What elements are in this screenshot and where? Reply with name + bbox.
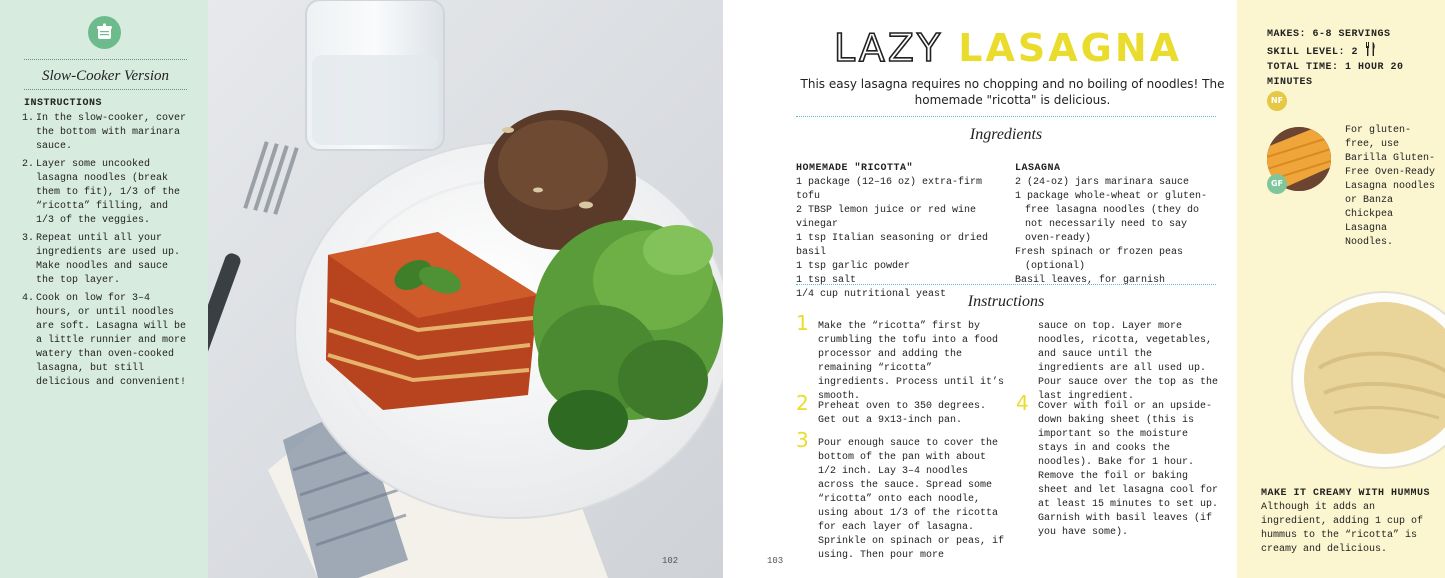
step-text: Cook on low for 3–4 hours, or until noodles are soft. Lasagna will be a little runnier and more watery than oven-cooked lasagna, but still delicious and convenient! xyxy=(36,293,187,388)
instruction-step xyxy=(1016,391,1223,540)
hummus-photo xyxy=(1289,288,1445,473)
instructions-heading: Instructions xyxy=(967,293,1045,310)
title-lazy: LAZY xyxy=(833,26,944,70)
instruction-step xyxy=(796,428,1008,563)
ingredient-item: 1 tsp salt xyxy=(796,275,857,286)
ingredient-item: 1 package whole-wheat or gluten-free lasagna noodles (they do not necessarily need to say oven-ready) xyxy=(1015,191,1208,244)
divider xyxy=(24,89,187,90)
fork-knife-icon xyxy=(1365,47,1377,58)
ingredient-item: Fresh spinach or frozen peas (optional) xyxy=(1015,247,1184,272)
slow-cooker-icon xyxy=(88,16,121,49)
gluten-free-badge: GF xyxy=(1267,174,1287,194)
ingredient-item: 1 tsp Italian seasoning or dried basil xyxy=(796,233,989,258)
ricotta-heading: HOMEMADE "RICOTTA" xyxy=(796,163,914,174)
page-number: 102 xyxy=(662,556,679,566)
title-lasagna: LASAGNA xyxy=(958,26,1183,70)
divider xyxy=(796,284,1216,285)
gluten-free-note: For gluten-free, use Barilla Gluten-Free Oven-Ready Lasagna noodles or Banza Chickpea Lasagna Noodles. xyxy=(1345,125,1436,248)
instruction-step xyxy=(796,311,1008,404)
recipe-meta xyxy=(1267,27,1442,90)
recipe-intro: This easy lasagna requires no chopping and no boiling of noodles! The homemade "ricotta" is delicious. xyxy=(800,77,1225,107)
sidebar-steps-list xyxy=(22,112,192,394)
lasagna-photo xyxy=(208,0,723,578)
ingredient-item: 1 package (12–16 oz) extra-firm tofu xyxy=(796,177,983,202)
instruction-step xyxy=(796,391,1008,428)
hummus-text: Although it adds an ingredient, adding 1 cup of hummus to the “ricotta” is creamy and delicious. xyxy=(1261,502,1424,555)
ricotta-ingredients xyxy=(796,162,1011,302)
step-number: 1 xyxy=(796,311,809,335)
divider xyxy=(24,59,187,60)
step-number: 2 xyxy=(796,391,809,415)
step-text: Cover with foil or an upside-down baking sheet (this is important so the moisture stays in and cooks the noodles). Bake for 1 hour. Remove the foil or baking sheet and let lasagna cool for at least 15 minutes to set up. Garnish with basil leaves (if you have some). xyxy=(1038,401,1219,538)
list-item: 2. Layer some uncooked lasagna noodles (break them to fit), 1/3 of the “ricotta” filling, and 1/3 of the veggies. xyxy=(22,159,181,226)
step-text: Make the “ricotta” first by crumbling the tofu into a food processor and adding the remaining “ricotta” ingredients. Process until it’s smooth. xyxy=(818,321,1005,402)
recipe-info-sidebar xyxy=(1237,0,1445,578)
skill-level: SKILL LEVEL: 2 xyxy=(1267,42,1442,60)
step-text: sauce on top. Layer more noodles, ricotta, vegetables, and sauce until the ingredients are all used up. Pour sauce over the top as the last ingredient. xyxy=(1038,321,1219,402)
step-number: 4 xyxy=(1016,391,1029,415)
ingredients-heading: Ingredients xyxy=(969,126,1043,143)
ingredient-item: Basil leaves, for garnish xyxy=(1015,275,1166,286)
ingredient-item: 1 tsp garlic powder xyxy=(796,261,911,272)
list-item: 3. Repeat until all your ingredients are used up. Make noodles and sauce the top layer. xyxy=(22,233,181,286)
step-text: Pour enough sauce to cover the bottom of the pan with about 1/2 inch. Lay 3–4 noodles across the sauce. Spread some “ricotta” onto each noodle, using about 1/3 of the ricotta for each layer of lasagna. Sprinkle on spinach or peas, if using. Then pour more xyxy=(818,438,1005,561)
sidebar-instructions-heading: INSTRUCTIONS xyxy=(24,98,103,109)
step-text: Repeat until all your ingredients are used up. Make noodles and sauce the top layer. xyxy=(36,233,181,286)
instruction-step-continued xyxy=(1038,320,1223,404)
recipe-title xyxy=(723,26,1293,70)
sidebar-title: Slow-Cooker Version xyxy=(41,68,170,84)
hummus-heading: MAKE IT CREAMY WITH HUMMUS xyxy=(1261,488,1431,499)
step-text: In the slow-cooker, cover the bottom with marinara sauce. xyxy=(36,113,187,152)
ingredient-item: 2 (24-oz) jars marinara sauce xyxy=(1015,177,1190,188)
lasagna-ingredients xyxy=(1015,162,1220,288)
ingredient-item: 2 TBSP lemon juice or red wine vinegar xyxy=(796,205,977,230)
total-time: TOTAL TIME: 1 HOUR 20 MINUTES xyxy=(1267,62,1404,88)
list-item: 4. Cook on low for 3–4 hours, or until noodles are soft. Lasagna will be a little runnier and more watery than oven-cooked lasagna, but still delicious and convenient! xyxy=(22,293,187,388)
step-number: 3 xyxy=(796,428,809,452)
step-text: Preheat oven to 350 degrees. Get out a 9x13-inch pan. xyxy=(818,401,987,426)
servings: MAKES: 6-8 SERVINGS xyxy=(1267,29,1391,40)
nut-free-badge: NF xyxy=(1267,91,1287,111)
ingredient-item: 1/4 cup nutritional yeast xyxy=(796,289,947,300)
divider xyxy=(796,116,1216,117)
list-item: 1. In the slow-cooker, cover the bottom with marinara sauce. xyxy=(22,113,187,152)
page-number: 103 xyxy=(767,556,784,566)
step-text: Layer some uncooked lasagna noodles (break them to fit), 1/3 of the “ricotta” filling, and 1/3 of the veggies. xyxy=(36,159,181,226)
slow-cooker-sidebar xyxy=(0,0,208,578)
lasagna-heading: LASAGNA xyxy=(1015,163,1061,174)
